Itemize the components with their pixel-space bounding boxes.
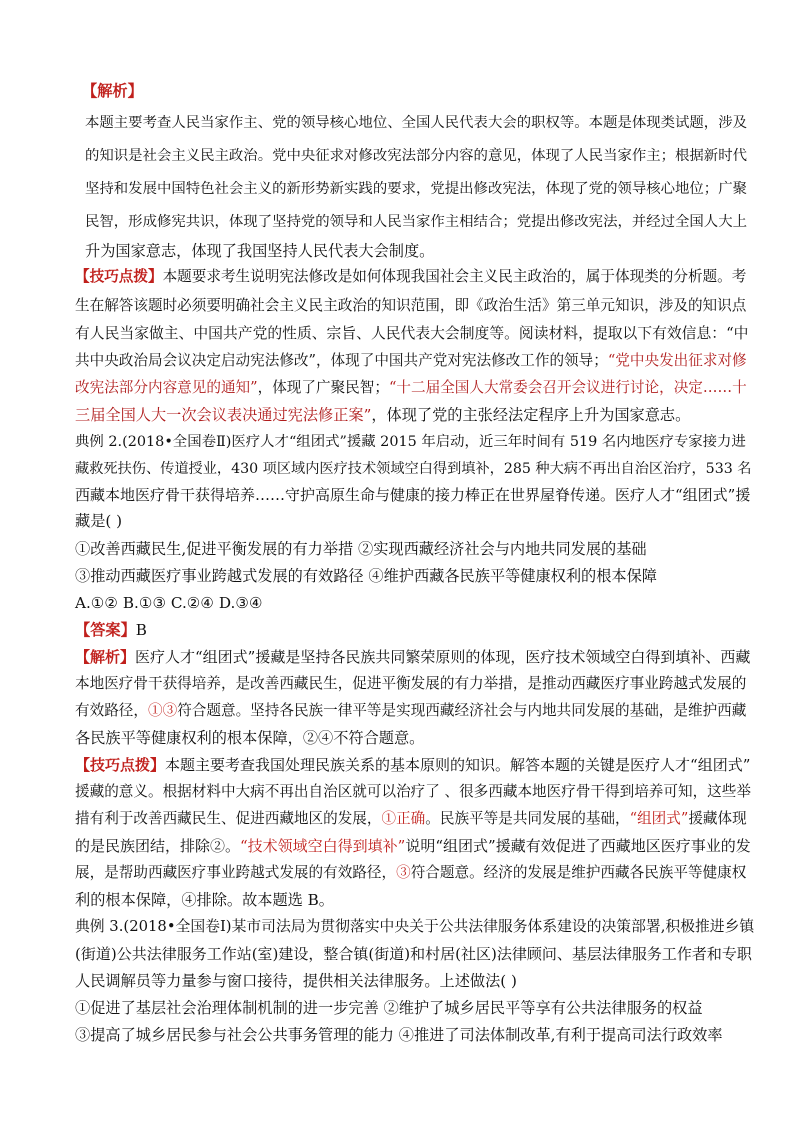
example-question-line: 藏是( ) [75,512,123,530]
option-line: ③提高了城乡居民参与社会公共事务管理的能力 ④推进了司法体制改革,有利于提高司法行政效率 [75,1026,723,1044]
example-question-line: 藏救死扶伤、传道授业，430 项区域内医疗技术领域空白得到填补，285 种大病不再出自治区治疗，533 名 [75,461,752,477]
answer-label: 【答案】 [75,621,136,639]
analysis-line: 的知识是社会主义民主政治。党中央征求对修改宪法部分内容的意见，体现了人民当家作主；根据新时代 [85,148,747,164]
answer-line [75,619,147,641]
analysis-line: 民智，形成修宪共识，体现了坚持党的领导和人民当家作主相结合；党提出修改宪法，并经过全国人大上 [85,214,747,230]
analysis-line: 【解析】医疗人才“组团式”援藏是坚持各民族共同繁荣原则的体现，医疗技术领域空白得到填补、西藏 [75,648,751,666]
option-line: ③推动西藏医疗事业跨越式发展的有效路径 ④维护西藏各民族平等健康权利的根本保障 [75,567,657,585]
tips-paragraph-line: 改宪法部分内容意见的通知”，体现了广聚民智；“十二届全国人大常委会召开会议进行讨论，决定……十 [75,379,747,396]
example-question-line: (街道)公共法律服务工作站(室)建设，整合镇(街道)和村居(社区)法律顾问、基层法律服务工作者和专职 [75,945,752,963]
example-question-line: 典例 2.(2018•全国卷Ⅱ)医疗人才“组团式”援藏 2015 年启动，近三年时间有 519 名内地医疗专家接力进 [75,434,746,450]
analysis-heading: 【解析】 [82,82,143,100]
tips-paragraph-line: 的是民族团结，排除②。“技术领域空白得到填补”说明“组团式”援藏有效促进了西藏地区医疗事业的发 [75,837,751,855]
tips-paragraph-line: 措有利于改善西藏民生、促进西藏地区的发展，①正确。民族平等是共同发展的基础，“组团式”援藏体现 [75,810,747,827]
answer-value: B [135,621,147,639]
tips-paragraph-line: 有人民当家做主、中国共产党的性质、宗旨、人民代表大会制度等。阅读材料，提取以下有效信息：“中 [75,325,749,342]
example-question-line: 典例 3.(2018•全国卷Ⅰ)某市司法局为贯彻落实中央关于公共法律服务体系建设的决策部署,积极推进乡镇 [75,918,755,935]
tips-label: 【技巧点拨】 [75,756,166,774]
tips-paragraph-line: 共中央政治局会议决定启动宪法修改”，体现了中国共产党对宪法修改工作的领导；“党中央发出征求对修 [75,352,747,369]
analysis-line: 本地医疗骨干获得培养，是改善西藏民生，促进平衡发展的有力举措，是推动西藏医疗事业跨越式发展的 [75,675,747,692]
analysis-line: 有效路径，①③符合题意。坚持各民族一律平等是实现西藏经济社会与内地共同发展的基础，是维护西藏 [75,702,747,719]
tips-paragraph-line: 利的根本保障，④排除。故本题选 B。 [75,891,334,909]
answer-choices: A.①② B.①③ C.②④ D.③④ [75,594,263,612]
tips-paragraph-line: 援藏的意义。根据材料中大病不再出自治区就可以治疗了 、很多西藏本地医疗骨干得到培养可知，这些举 [75,783,751,800]
option-line: ①改善西藏民生,促进平衡发展的有力举措 ②实现西藏经济社会与内地共同发展的基础 [75,540,647,558]
analysis-line: 各民族平等健康权利的根本保障，②④不符合题意。 [75,729,425,747]
analysis-label: 【解析】 [75,648,136,666]
tips-paragraph-line: 【技巧点拨】本题主要考查我国处理民族关系的基本原则的知识。解答本题的关键是医疗人才“组团式” [75,756,751,774]
option-line: ①促进了基层社会治理体制机制的进一步完善 ②维护了城乡居民平等享有公共法律服务的权益 [75,999,703,1017]
example-question-line: 人民调解员等力量参与窗口接待，提供相关法律服务。上述做法( ) [75,972,517,990]
tips-label: 【技巧点拨】 [75,268,163,285]
tips-paragraph-line: 生在解答该题时必须要明确社会主义民主政治的知识范围，即《政治生活》第三单元知识，涉及的知识点 [75,297,747,314]
analysis-line: 坚持和发展中国特色社会主义的新形势新实践的要求，党提出修改宪法，体现了党的领导核心地位；广聚 [85,181,747,197]
analysis-line: 本题主要考查人民当家作主、党的领导核心地位、全国人民代表大会的职权等。本题是体现类试题，涉及 [85,115,747,131]
analysis-line: 升为国家意志，体现了我国坚持人民代表大会制度。 [85,242,435,260]
tips-paragraph-line: 三届全国人大一次会议表决通过宪法修正案”，体现了党的主张经法定程序上升为国家意志。 [75,406,691,424]
example-question-line: 西藏本地医疗骨干获得培养……守护高原生命与健康的接力棒正在世界屋脊传递。医疗人才“组团式”援 [75,486,751,504]
tips-paragraph-line: 【技巧点拨】本题要求考生说明宪法修改是如何体现我国社会主义民主政治的，属于体现类的分析题。考 [75,268,747,285]
tips-paragraph-line: 展，是帮助西藏医疗事业跨越式发展的有效路径，③符合题意。经济的发展是维护西藏各民族平等健康权 [75,864,747,881]
